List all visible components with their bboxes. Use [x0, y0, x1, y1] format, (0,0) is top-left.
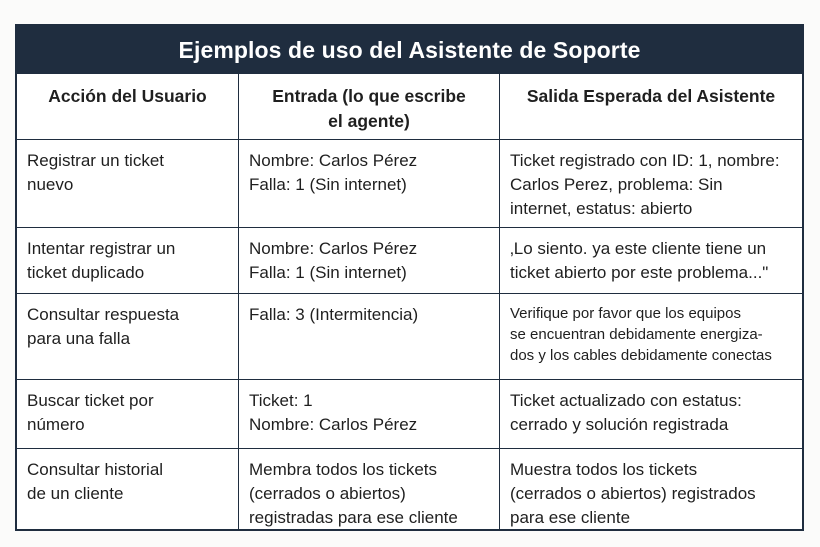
row-3-output: Verifique por favor que los equipos se encuentran debidamente energiza- dos y los cables debidamente conectas	[500, 294, 802, 380]
row-4-output: Ticket actualizado con estatus: cerrado y solución registrada	[500, 380, 802, 449]
row-2-input: Nombre: Carlos Pérez Falla: 1 (Sin internet)	[239, 228, 500, 294]
header-input: Entrada (lo que escribe el agente)	[239, 74, 500, 140]
row-2-output: ‚Lo siento. ya este cliente tiene un ticket abierto por este problema..."	[500, 228, 802, 294]
row-5-action: Consultar historial de un cliente	[17, 449, 239, 529]
row-5-input: Membra todos los tickets (cerrados o abiertos) registradas para ese cliente	[239, 449, 500, 529]
row-1-action: Registrar un ticket nuevo	[17, 140, 239, 228]
examples-table	[15, 24, 804, 531]
row-4-input: Ticket: 1 Nombre: Carlos Pérez	[239, 380, 500, 449]
table-grid	[17, 74, 802, 529]
header-user-action: Acción del Usuario	[17, 74, 239, 140]
row-5-output: Muestra todos los tickets (cerrados o abiertos) registrados para ese cliente	[510, 460, 756, 527]
row-2-action: Intentar registrar un ticket duplicado	[17, 228, 239, 294]
table-title: Ejemplos de uso del Asistente de Soporte	[17, 26, 802, 74]
row-4-action: Buscar ticket por número	[17, 380, 239, 449]
row-3-input: Falla: 3 (Intermitencia)	[239, 294, 500, 380]
row-3-action: Consultar respuesta para una falla	[17, 294, 239, 380]
row-1-input: Nombre: Carlos Pérez Falla: 1 (Sin internet)	[239, 140, 500, 228]
header-expected-output: Salida Esperada del Asistente	[500, 74, 802, 140]
row-1-output: Ticket registrado con ID: 1, nombre: Carlos Perez, problema: Sin internet, estatus: abierto	[500, 140, 802, 228]
